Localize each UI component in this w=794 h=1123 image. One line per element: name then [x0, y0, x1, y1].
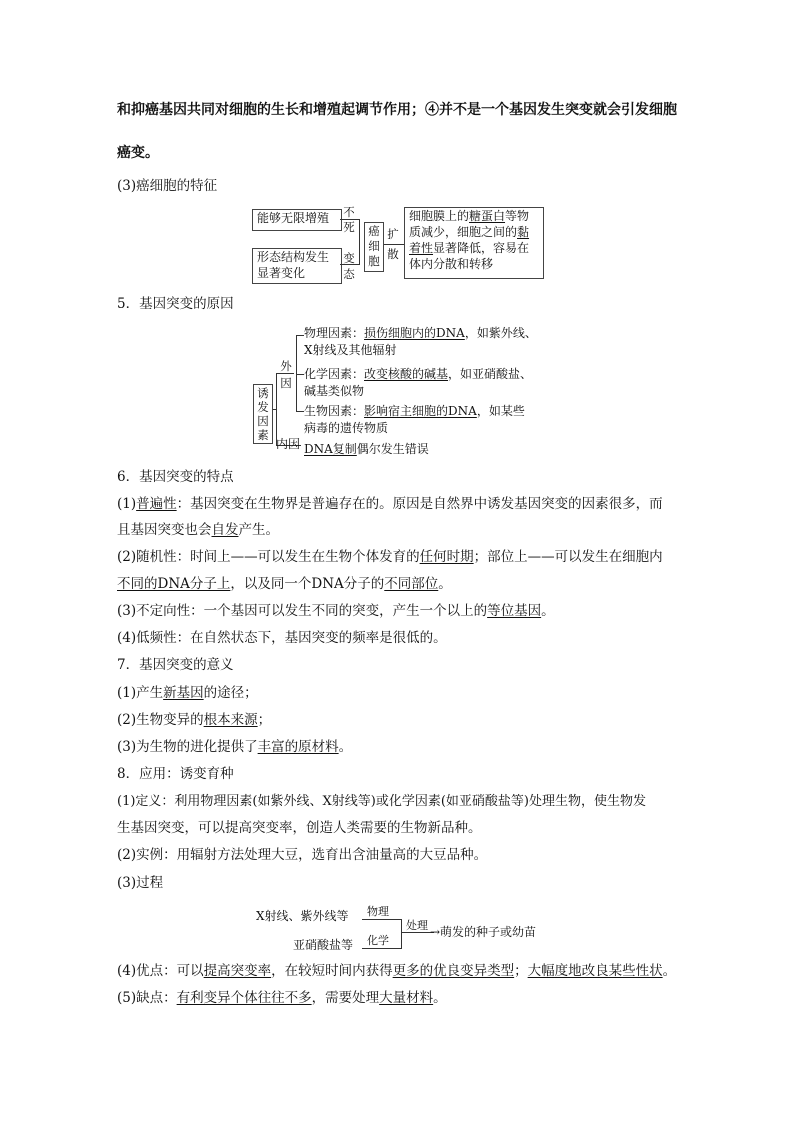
factor-text: 偶尔发生错误 [356, 442, 429, 456]
factor-text: ，如某些 [476, 404, 525, 418]
s7-title: 7．基因突变的意义 [117, 657, 234, 673]
factor-answer: DNA复制 [304, 442, 357, 456]
text: 。 [433, 990, 447, 1006]
s8-p1-line1: (1)定义：利用物理因素(如紫外线、X射线等)或化学因素(如亚硝酸盐等)处理生物，使生物发 [117, 794, 646, 809]
text: 。 [438, 576, 452, 592]
s8-p5 [117, 992, 447, 1006]
flow-chemical-source: 亚硝酸盐等 [293, 938, 354, 952]
text: (3)不定向性：一个基因可以发生不同的突变，产生一个以上的 [117, 603, 488, 619]
answer: 任何时期 [419, 549, 474, 565]
s6-p1-line2 [117, 524, 279, 538]
s6-p2-line2 [117, 578, 452, 592]
text: ：基因突变在生物界是普遍存在的。原因是自然界中诱发基因突变的因素很多，而 [176, 496, 663, 512]
s3-title: (3)癌细胞的特征 [117, 178, 218, 194]
factor-label: 化学因素： [304, 367, 365, 381]
connector-line [384, 244, 404, 245]
biological-factor-line-2: 病毒的遗传物质 [304, 421, 389, 435]
answer: 自发 [211, 522, 239, 538]
text: 。 [662, 963, 677, 979]
s7-p1 [117, 687, 258, 701]
connector-line [296, 335, 304, 336]
text: ，在较短时间内获得 [271, 963, 393, 979]
text: 。 [338, 739, 353, 755]
text: ； [257, 712, 272, 728]
center-char-2: 细 [368, 239, 380, 253]
answer: 不同的DNA分子上 [117, 576, 231, 592]
right-text-underlined: 着性 [409, 241, 434, 255]
s8-p3: (3)过程 [117, 875, 164, 891]
flow-physical-source: X射线、紫外线等 [256, 909, 349, 923]
text: (4)优点：可以 [117, 963, 204, 979]
center-char-1: 癌 [368, 224, 380, 238]
box1-text: 能够无限增殖 [257, 211, 330, 225]
text: ；部位上——可以发生在细胞内 [473, 549, 663, 565]
answer: 根本来源 [203, 712, 258, 728]
factor-answer: 影响宿主细胞的DNA [364, 404, 477, 418]
connector-line [296, 335, 297, 411]
label-external-2: 因 [280, 376, 292, 390]
label-tai: 态 [343, 267, 355, 281]
answer: 更多的优良变异类型 [392, 963, 515, 979]
root-char: 发 [257, 400, 269, 414]
label-bian: 变 [343, 251, 355, 265]
center-char-3: 胞 [368, 254, 380, 268]
intro-line-2: 癌变。 [117, 145, 159, 161]
chemical-factor-line-1 [304, 366, 532, 382]
connector-line [362, 919, 402, 920]
label-external-1: 外 [280, 359, 292, 373]
internal-factor-line [304, 441, 429, 457]
s8-title: 8．应用：诱变育种 [117, 766, 234, 782]
connector-line [359, 219, 360, 265]
text: ，以及同一个DNA分子的 [230, 576, 385, 592]
box-metastasis [404, 207, 544, 279]
answer: 大幅度地改良某些性状 [527, 963, 663, 979]
label-san: 散 [387, 247, 399, 261]
answer: 新基因 [163, 685, 204, 701]
box2-text-b: 显著变化 [257, 266, 306, 280]
connector-line [296, 411, 304, 412]
box-infinite-proliferation [252, 209, 342, 231]
root-char: 诱 [257, 386, 269, 400]
flow-label-process: 处理 [406, 919, 428, 932]
root-char: 素 [257, 428, 269, 442]
connector-line [296, 374, 304, 375]
answer: 不同部位 [384, 576, 439, 592]
flow-label-physical: 物理 [367, 905, 389, 918]
right-text-underlined: 糖蛋白 [469, 209, 506, 223]
label-si: 死 [343, 220, 355, 234]
text: ； [514, 963, 528, 979]
physical-factor-line-2: X射线及其他辐射 [304, 343, 397, 357]
s7-p2 [117, 714, 271, 728]
physical-factor-line-1 [304, 325, 537, 341]
s8-p4 [117, 965, 676, 979]
text: 的途径； [203, 685, 258, 701]
s6-p3 [117, 605, 555, 619]
s7-p3 [117, 741, 352, 755]
factor-label: 生物因素： [304, 404, 365, 418]
factor-text: ，如紫外线、 [464, 326, 537, 340]
connector-line [276, 373, 277, 445]
answer: 提高突变率 [203, 963, 272, 979]
intro-line-1: 和抑癌基因共同对细胞的生长和增殖起调节作用；④并不是一个基因发生突变就会引发细胞 [117, 102, 677, 118]
right-text: 显著降低，容易在 [433, 241, 530, 255]
right-text: 等物 [505, 209, 530, 223]
box2-text-a: 形态结构发生 [257, 250, 330, 264]
right-text: 细胞膜上的 [409, 209, 470, 223]
text: (2)生物变异的 [117, 712, 204, 728]
flow-target: →萌发的种子或幼苗 [430, 925, 537, 939]
factor-text: ，如亚硝酸盐、 [448, 367, 533, 381]
text: (3)为生物的进化提供了 [117, 739, 258, 755]
label-kuo: 扩 [387, 227, 399, 241]
label-bu: 不 [343, 205, 355, 219]
answer: 丰富的原材料 [257, 739, 339, 755]
s8-p1-line2: 生基因突变，可以提高突变率，创造人类需要的生物新品种。 [117, 820, 482, 836]
s6-p1-line1 [117, 498, 663, 512]
box-induced-factors [253, 384, 273, 444]
text: ，需要处理 [311, 990, 380, 1006]
biological-factor-line-1 [304, 403, 525, 419]
right-text: 质减少，细胞之间的 [409, 225, 518, 239]
text: (1) [117, 496, 137, 512]
answer: 有利变异个体往往不多 [176, 990, 312, 1006]
answer: 等位基因 [487, 603, 542, 619]
factor-answer: 改变核酸的碱基 [364, 367, 449, 381]
s6-p4: (4)低频性：在自然状态下，基因突变的频率是很低的。 [117, 630, 447, 646]
text: (5)缺点： [117, 990, 177, 1006]
right-text-underlined: 黏 [517, 225, 530, 239]
text: 产生。 [238, 522, 279, 538]
text: 。 [541, 603, 555, 619]
box-cancer-cell [364, 222, 384, 272]
right-text: 体内分散和转移 [409, 257, 494, 271]
root-char: 因 [257, 414, 269, 428]
text: (2)随机性：时间上——可以发生在生物个体发育的 [117, 549, 420, 565]
factor-label: 物理因素： [304, 326, 365, 340]
s6-title: 6．基因突变的特点 [117, 469, 234, 485]
connector-line [362, 948, 402, 949]
chemical-factor-line-2: 碱基类似物 [304, 384, 365, 398]
s6-p2-line1 [117, 551, 663, 565]
answer: 普遍性 [136, 496, 177, 512]
text: 且基因突变也会 [117, 522, 212, 538]
s5-title: 5．基因突变的原因 [117, 296, 234, 312]
answer: 大量材料 [379, 990, 434, 1006]
s8-p2: (2)实例：用辐射方法处理大豆，选育出含油量高的大豆品种。 [117, 847, 488, 863]
connector-line [401, 919, 402, 949]
label-internal: 内因 [276, 437, 301, 451]
text: (1)产生 [117, 685, 164, 701]
box-morphology-change [252, 248, 342, 284]
factor-answer: 损伤细胞内的DNA [364, 326, 465, 340]
connector-line [276, 373, 294, 374]
flow-label-chemical: 化学 [367, 934, 389, 947]
